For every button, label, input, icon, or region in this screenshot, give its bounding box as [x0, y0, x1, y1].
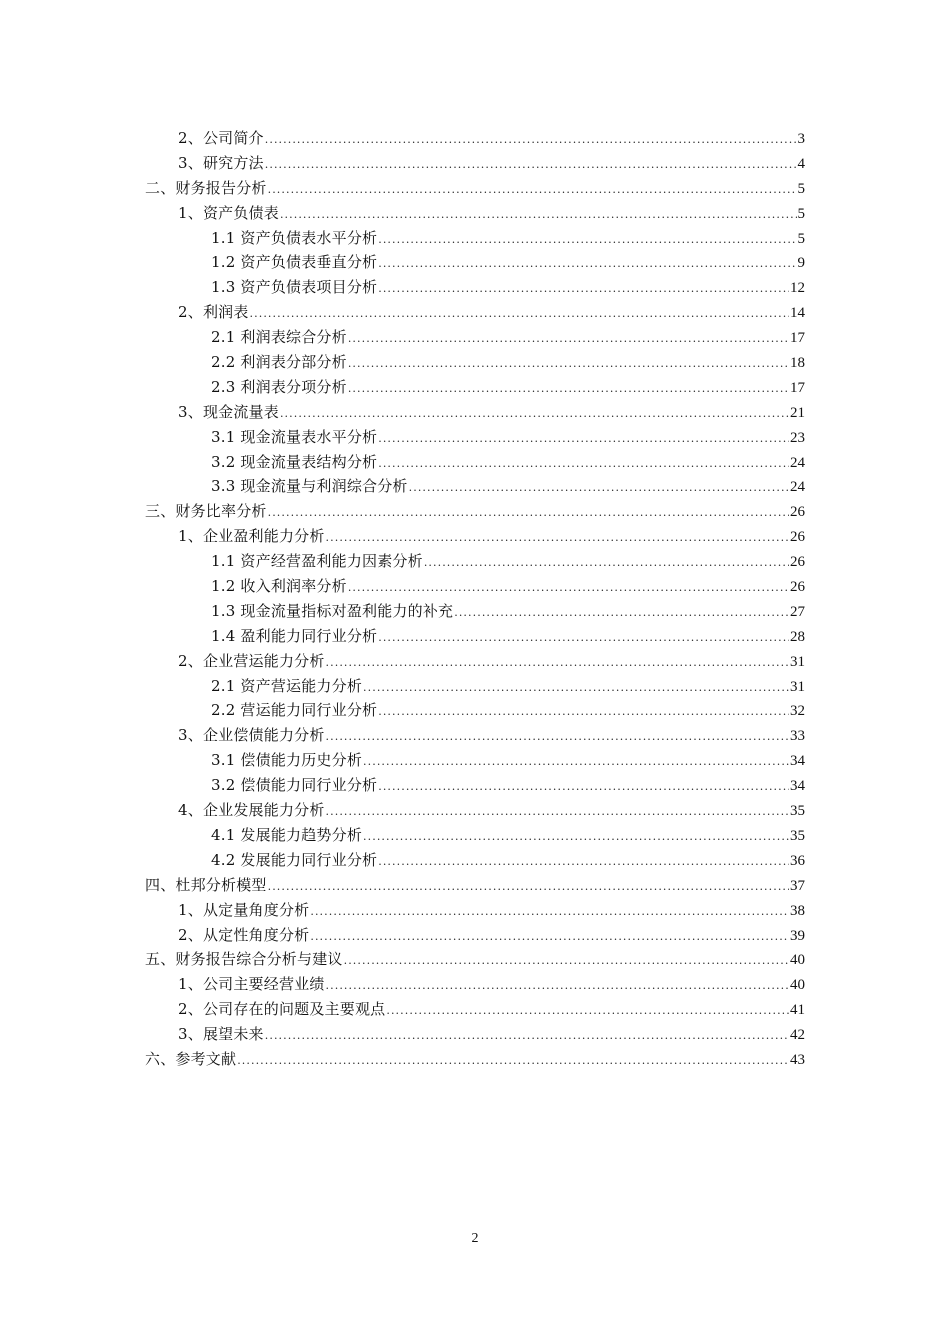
toc-dot-leader: [268, 875, 789, 900]
toc-entry-title: 三、财务比率分析: [145, 502, 267, 521]
toc-dot-leader: [424, 551, 789, 576]
toc-entry[interactable]: [145, 126, 805, 151]
toc-entry[interactable]: [145, 798, 805, 823]
toc-entry-title: 2.2 利润表分部分析: [211, 353, 347, 372]
toc-dot-leader: [265, 153, 797, 178]
toc-dot-leader: [326, 725, 789, 750]
toc-entry-page-number: 23: [790, 429, 805, 446]
toc-entry-page-number: 5: [797, 230, 805, 247]
toc-entry-title: 1.1 资产负债表水平分析: [211, 228, 378, 247]
toc-entry[interactable]: [145, 549, 805, 574]
toc-entry[interactable]: [145, 1047, 805, 1072]
toc-entry-title: 2、从定性角度分析: [178, 925, 310, 944]
toc-dot-leader: [363, 825, 789, 850]
toc-entry-page-number: 26: [790, 504, 805, 521]
toc-entry-title: 3.1 现金流量表水平分析: [211, 427, 378, 446]
toc-entry-page-number: 32: [790, 703, 805, 720]
toc-entry[interactable]: [145, 350, 805, 375]
toc-entry-title: 1、公司主要经营业绩: [178, 975, 325, 994]
toc-entry-title: 1.2 收入利润率分析: [211, 577, 347, 596]
toc-entry-page-number: 27: [790, 603, 805, 620]
toc-entry-title: 2、公司简介: [178, 129, 264, 147]
toc-entry[interactable]: [145, 474, 805, 499]
toc-entry-title: 2.3 利润表分项分析: [211, 377, 347, 396]
toc-entry[interactable]: [145, 898, 805, 923]
toc-entry-title: 1、从定量角度分析: [178, 900, 310, 919]
toc-entry[interactable]: [145, 400, 805, 425]
toc-entry-page-number: 24: [790, 454, 805, 471]
toc-entry[interactable]: [145, 275, 805, 300]
toc-dot-leader: [344, 949, 789, 974]
toc-entry-page-number: 37: [790, 877, 805, 894]
toc-entry-page-number: 31: [790, 678, 805, 695]
toc-entry-title: 3.1 偿债能力历史分析: [211, 751, 363, 770]
toc-entry-title: 3、研究方法: [178, 153, 264, 172]
toc-dot-leader: [237, 1049, 789, 1074]
toc-dot-leader: [348, 377, 789, 402]
toc-entry-title: 2、利润表: [178, 303, 249, 322]
toc-entry-page-number: 34: [790, 778, 805, 795]
toc-entry-page-number: 35: [790, 803, 805, 820]
toc-entry[interactable]: [145, 848, 805, 873]
toc-entry[interactable]: [145, 524, 805, 549]
toc-dot-leader: [378, 850, 789, 875]
toc-entry[interactable]: [145, 375, 805, 400]
toc-entry-page-number: 14: [790, 305, 805, 322]
toc-entry-page-number: 31: [790, 653, 805, 670]
toc-dot-leader: [348, 352, 789, 377]
toc-entry-title: 3、现金流量表: [178, 402, 279, 421]
toc-entry-title: 4.1 发展能力趋势分析: [211, 825, 363, 844]
toc-entry-title: 四、杜邦分析模型: [145, 875, 267, 894]
toc-entry-page-number: 39: [790, 927, 805, 944]
toc-dot-leader: [268, 501, 789, 526]
toc-entry[interactable]: [145, 574, 805, 599]
toc-entry[interactable]: [145, 624, 805, 649]
toc-entry-page-number: 24: [790, 479, 805, 496]
toc-entry-title: 3、企业偿债能力分析: [178, 726, 325, 745]
toc-dot-leader: [378, 700, 789, 725]
toc-dot-leader: [378, 626, 789, 651]
toc-dot-leader: [326, 526, 789, 551]
toc-entry[interactable]: [145, 499, 805, 524]
toc-entry-title: 1.3 资产负债表项目分析: [211, 278, 378, 297]
toc-dot-leader: [280, 402, 789, 427]
toc-dot-leader: [378, 277, 789, 302]
toc-dot-leader: [310, 900, 789, 925]
toc-entry[interactable]: [145, 873, 805, 898]
toc-entry-title: 1.1 资产经营盈利能力因素分析: [211, 552, 423, 571]
toc-entry[interactable]: [145, 723, 805, 748]
toc-entry-page-number: 17: [790, 379, 805, 396]
toc-entry-title: 1.2 资产负债表垂直分析: [211, 253, 378, 272]
toc-entry-title: 六、参考文献: [145, 1049, 237, 1068]
toc-entry-page-number: 40: [790, 977, 805, 994]
toc-dot-leader: [326, 651, 789, 676]
toc-entry[interactable]: [145, 947, 805, 972]
toc-entry-title: 1.4 盈利能力同行业分析: [211, 626, 378, 645]
toc-dot-leader: [250, 302, 789, 327]
toc-dot-leader: [454, 601, 789, 626]
toc-dot-leader: [409, 476, 789, 501]
toc-entry-page-number: 5: [797, 205, 805, 222]
toc-entry[interactable]: [145, 923, 805, 948]
toc-entry[interactable]: [145, 250, 805, 275]
toc-dot-leader: [310, 925, 789, 950]
toc-entry-page-number: 9: [797, 255, 805, 272]
toc-entry[interactable]: [145, 823, 805, 848]
toc-entry-title: 3.2 偿债能力同行业分析: [211, 776, 378, 795]
toc-dot-leader: [378, 228, 796, 253]
toc-entry-title: 二、财务报告分析: [145, 178, 267, 197]
toc-entry[interactable]: [145, 599, 805, 624]
toc-entry-title: 4.2 发展能力同行业分析: [211, 850, 378, 869]
toc-entry-page-number: 43: [790, 1051, 805, 1068]
toc-entry[interactable]: [145, 450, 805, 475]
toc-entry-page-number: 17: [790, 330, 805, 347]
toc-entry-page-number: 41: [790, 1002, 805, 1019]
toc-dot-leader: [378, 775, 789, 800]
toc-entry-title: 1、企业盈利能力分析: [178, 527, 325, 546]
toc-dot-leader: [378, 427, 789, 452]
toc-entry-title: 3、展望未来: [178, 1025, 264, 1044]
toc-entry-title: 2.1 利润表综合分析: [211, 328, 347, 347]
toc-entry-title: 2.2 营运能力同行业分析: [211, 701, 378, 720]
toc-entry-page-number: 35: [790, 827, 805, 844]
toc-entry-page-number: 36: [790, 852, 805, 869]
toc-entry-page-number: 5: [797, 180, 805, 197]
toc-entry[interactable]: [145, 698, 805, 723]
toc-entry-page-number: 21: [790, 404, 805, 421]
toc-entry[interactable]: [145, 300, 805, 325]
toc-entry[interactable]: [145, 1022, 805, 1047]
toc-entry[interactable]: [145, 226, 805, 251]
toc-entry-title: 3.2 现金流量表结构分析: [211, 452, 378, 471]
toc-dot-leader: [265, 1024, 789, 1049]
toc-entry-page-number: 42: [790, 1027, 805, 1044]
toc-dot-leader: [280, 203, 797, 228]
toc-entry[interactable]: [145, 176, 805, 201]
toc-entry[interactable]: [145, 997, 805, 1022]
toc-entry-page-number: 18: [790, 355, 805, 372]
toc-entry[interactable]: [145, 151, 805, 176]
toc-entry-title: 五、财务报告综合分析与建议: [145, 950, 343, 969]
toc-dot-leader: [363, 676, 789, 701]
toc-entry-page-number: 33: [790, 728, 805, 745]
toc-entry-title: 1.3 现金流量指标对盈利能力的补充: [211, 601, 454, 620]
toc-dot-leader: [348, 576, 789, 601]
toc-entry-page-number: 12: [790, 280, 805, 297]
toc-dot-leader: [378, 252, 796, 277]
toc-entry[interactable]: [145, 201, 805, 226]
toc-entry-page-number: 38: [790, 902, 805, 919]
toc-entry-page-number: 4: [797, 155, 805, 172]
toc-dot-leader: [326, 974, 789, 999]
toc-entry[interactable]: [145, 972, 805, 997]
toc-entry-title: 3.3 现金流量与利润综合分析: [211, 477, 408, 496]
toc-entry[interactable]: [145, 325, 805, 350]
toc-entry[interactable]: [145, 425, 805, 450]
toc-entry-page-number: 40: [790, 952, 805, 969]
toc-dot-leader: [265, 128, 797, 153]
toc-dot-leader: [348, 327, 789, 352]
toc-entry[interactable]: [145, 773, 805, 798]
toc-entry-page-number: 28: [790, 628, 805, 645]
toc-dot-leader: [386, 999, 789, 1024]
toc-entry-page-number: 26: [790, 529, 805, 546]
table-of-contents: [145, 126, 805, 1072]
toc-entry[interactable]: [145, 674, 805, 699]
toc-entry-page-number: 26: [790, 579, 805, 596]
page-number: 2: [471, 1231, 479, 1246]
toc-entry-title: 2、企业营运能力分析: [178, 651, 325, 670]
toc-entry[interactable]: [145, 748, 805, 773]
toc-dot-leader: [268, 178, 797, 203]
toc-entry-page-number: 3: [797, 131, 805, 147]
toc-dot-leader: [378, 452, 789, 477]
toc-entry-title: 2.1 资产营运能力分析: [211, 676, 363, 695]
toc-entry[interactable]: [145, 649, 805, 674]
toc-entry-page-number: 34: [790, 753, 805, 770]
toc-dot-leader: [363, 750, 789, 775]
toc-entry-title: 2、公司存在的问题及主要观点: [178, 1000, 386, 1019]
toc-entry-title: 1、资产负债表: [178, 203, 279, 222]
toc-dot-leader: [326, 800, 789, 825]
toc-entry-page-number: 26: [790, 554, 805, 571]
toc-entry-title: 4、企业发展能力分析: [178, 801, 325, 820]
